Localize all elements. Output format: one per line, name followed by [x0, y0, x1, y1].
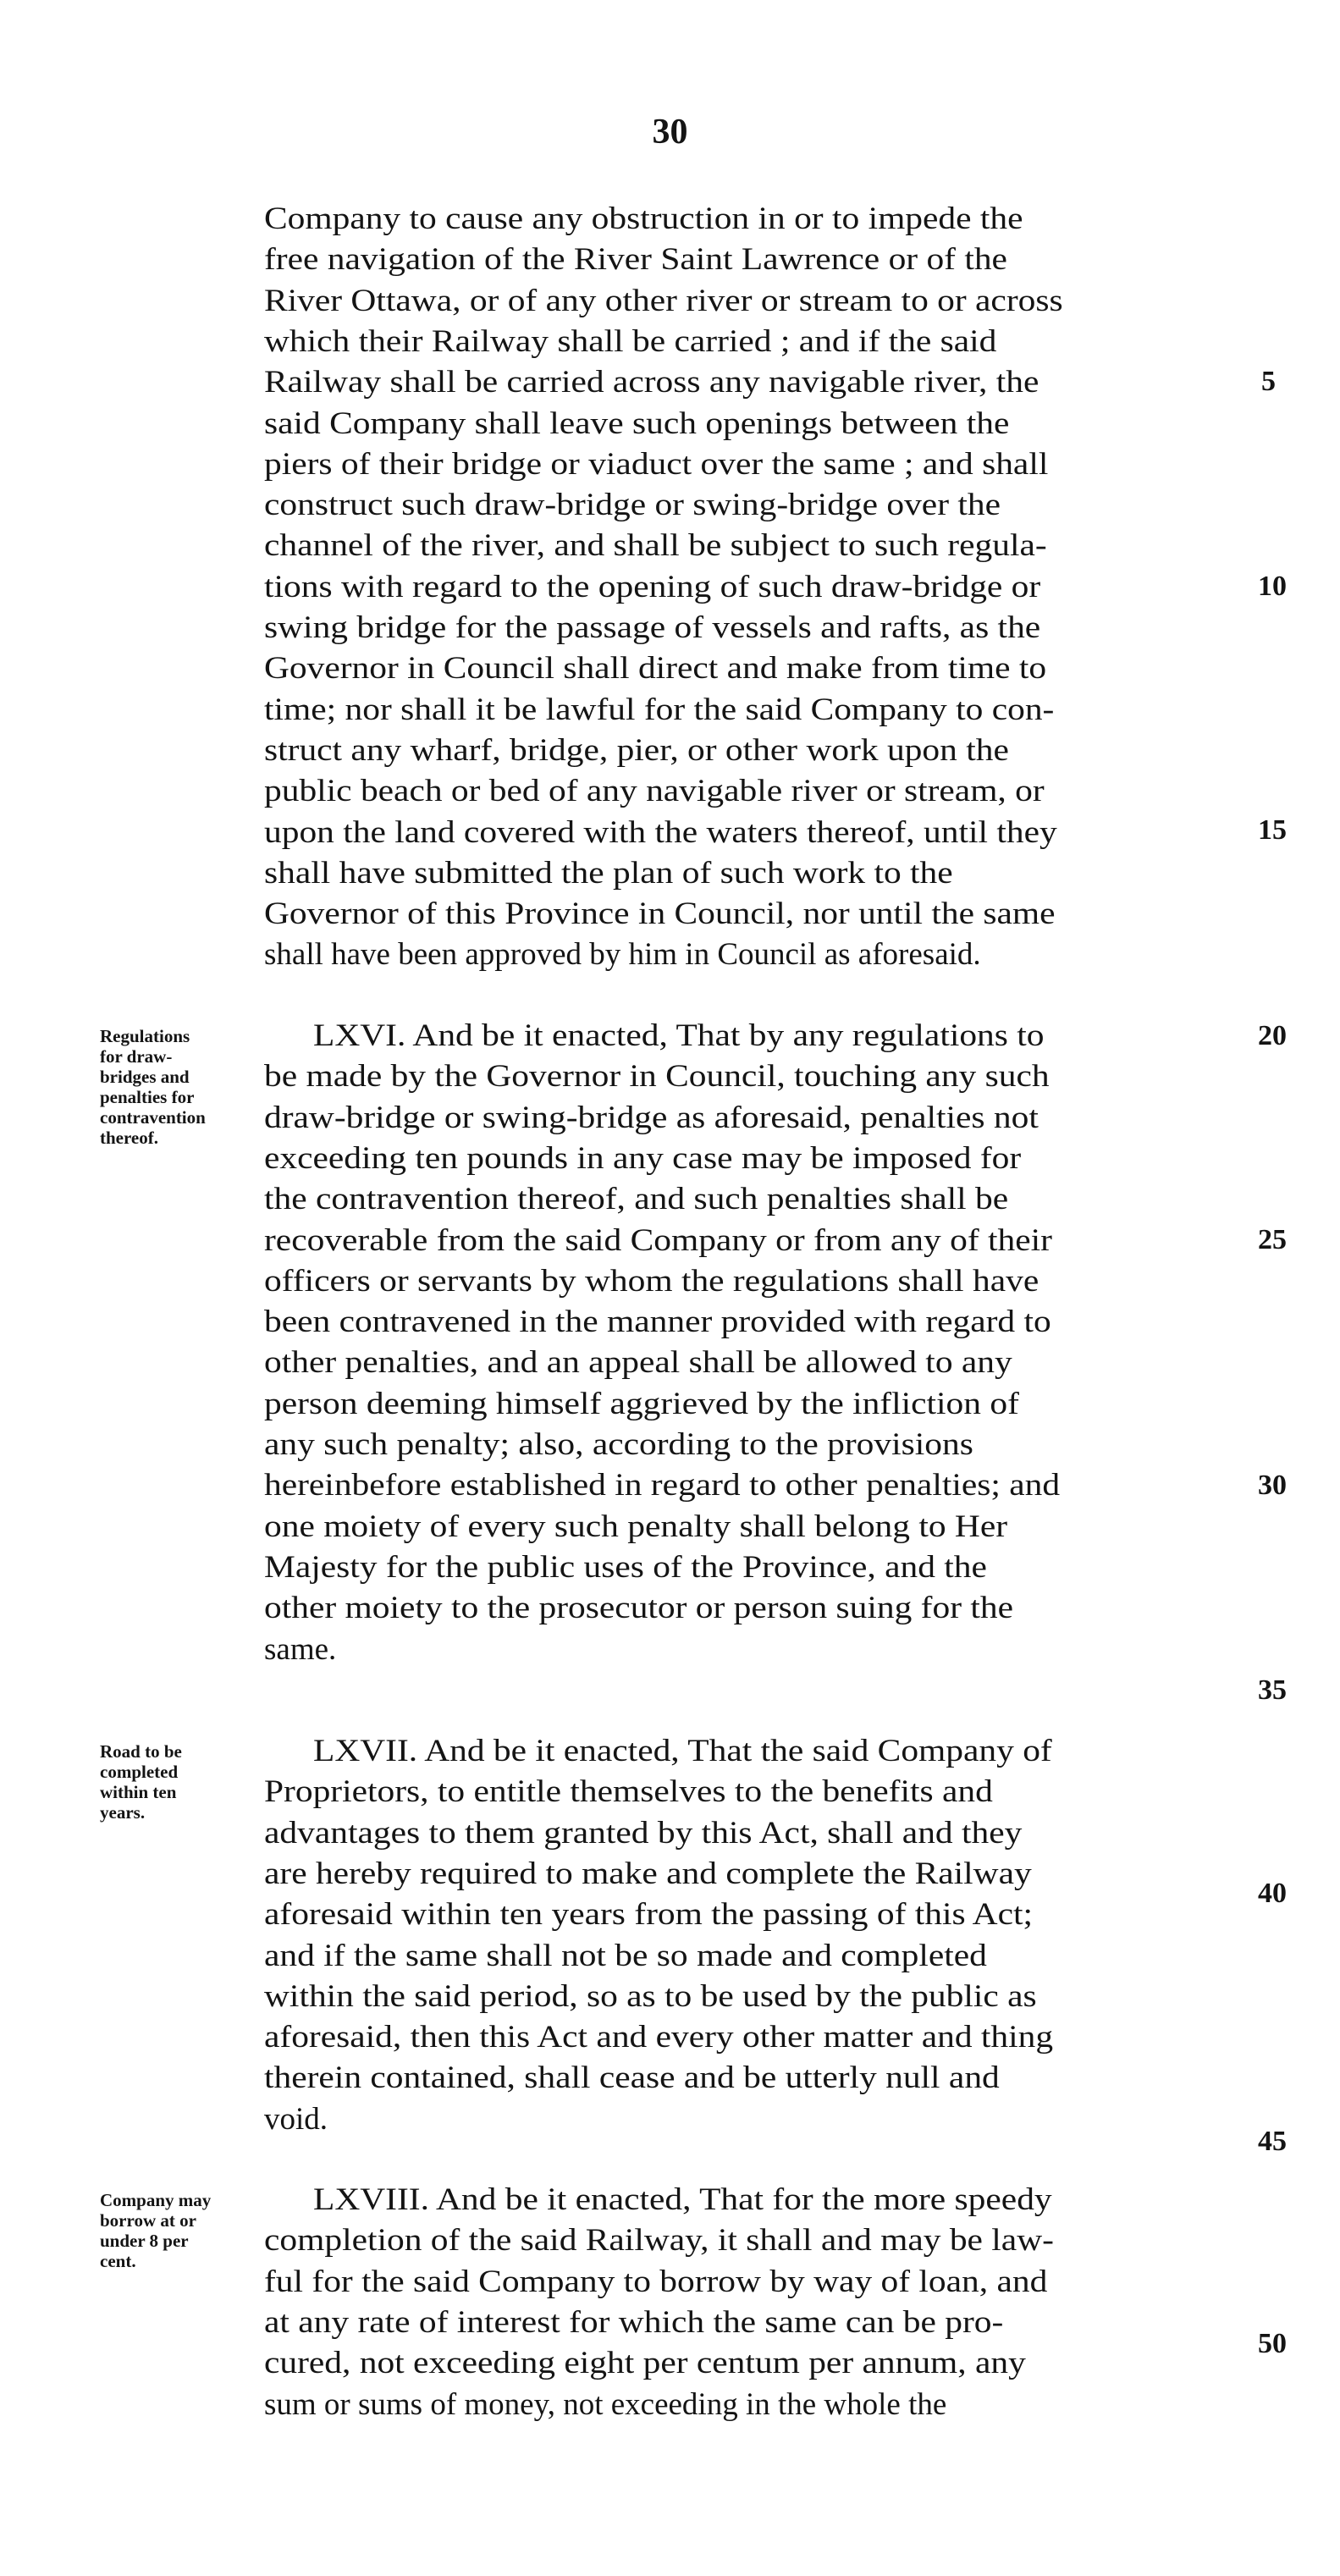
text-line: officers or servants by whom the regulations shall have: [264, 1263, 1039, 1299]
line-number: 25: [1258, 1224, 1287, 1255]
text-line: River Ottawa, or of any other river or stream to or across: [264, 283, 1063, 318]
text-line: shall have submitted the plan of such work to the: [264, 855, 953, 891]
margin-note-line: contravention: [100, 1107, 206, 1128]
text-line: aforesaid within ten years from the passing of this Act;: [264, 1897, 1034, 1933]
margin-note-line: borrow at or: [100, 2210, 196, 2231]
text-line: be made by the Governor in Council, touching any such: [264, 1059, 1050, 1095]
text-line: one moiety of every such penalty shall belong to Her: [264, 1509, 1008, 1544]
line-number: 50: [1258, 2328, 1287, 2359]
text-line: and if the same shall not be so made and completed: [264, 1938, 987, 1973]
margin-note: [100, 2190, 269, 2271]
line-number: 45: [1258, 2126, 1287, 2157]
line-number: 40: [1258, 1878, 1287, 1909]
text-line: advantages to them granted by this Act, shall and they: [264, 1815, 1023, 1851]
line-number: 15: [1258, 814, 1287, 846]
margin-note-line: Company may: [100, 2190, 212, 2210]
text-line: within the said period, so as to be used by the public as: [264, 1978, 1037, 2014]
margin-note-line: under 8 per: [100, 2231, 189, 2251]
text-line: aforesaid, then this Act and every other matter and thing: [264, 2020, 1054, 2055]
margin-note-line: for draw-: [100, 1046, 173, 1067]
text-line: Railway shall be carried across any navigable river, the: [264, 365, 1039, 400]
margin-note-line: years.: [100, 1802, 146, 1823]
text-line: LXVIII. And be it enacted, That for the more speedy: [313, 2182, 1052, 2217]
text-line: upon the land covered with the waters thereof, until they: [264, 814, 1057, 850]
line-number: 5: [1261, 366, 1276, 397]
text-line: completion of the said Railway, it shall and may be law-: [264, 2223, 1054, 2259]
text-line: the contravention thereof, and such penalties shall be: [264, 1182, 1009, 1217]
text-line: which their Railway shall be carried ; and if the said: [264, 323, 997, 359]
text-line: other moiety to the prosecutor or person suing for the: [264, 1591, 1013, 1626]
line-number: 35: [1258, 1674, 1287, 1706]
page-number: 30: [652, 113, 688, 152]
margin-note-line: Road to be: [100, 1741, 182, 1762]
text-line: construct such draw-bridge or swing-bridge over the: [264, 488, 1001, 523]
text-line: at any rate of interest for which the same can be pro-: [264, 2304, 1004, 2340]
line-number: 10: [1258, 571, 1287, 602]
margin-note-line: Regulations: [100, 1026, 190, 1046]
text-line: ful for the said Company to borrow by way of loan, and: [264, 2264, 1048, 2299]
line-number: 20: [1258, 1020, 1287, 1051]
text-line: exceeding ten pounds in any case may be imposed for: [264, 1140, 1022, 1176]
margin-note: [100, 1026, 269, 1148]
margin-note: [100, 1741, 269, 1823]
text-line: been contravened in the manner provided with regard to: [264, 1305, 1051, 1340]
text-line: any such penalty; also, according to the provisions: [264, 1427, 973, 1462]
margin-note-line: within ten: [100, 1782, 177, 1802]
text-line: Governor of this Province in Council, nor until the same: [264, 896, 1056, 932]
text-line: said Company shall leave such openings between the: [264, 405, 1010, 441]
margin-note-line: penalties for: [100, 1087, 195, 1107]
text-line: void.: [264, 2101, 328, 2137]
text-line: recoverable from the said Company or from any of their: [264, 1222, 1052, 1258]
text-line: are hereby required to make and complete the Railway: [264, 1856, 1032, 1891]
margin-note-line: completed: [100, 1762, 179, 1782]
text-line: Governor in Council shall direct and make from time to: [264, 651, 1047, 687]
text-line: person deeming himself aggrieved by the infliction of: [264, 1386, 1019, 1421]
text-line: Proprietors, to entitle themselves to the benefits and: [264, 1774, 993, 1810]
text-line: LXVII. And be it enacted, That the said Company of: [313, 1734, 1052, 1768]
text-line: draw-bridge or swing-bridge as aforesaid, penalties not: [264, 1100, 1039, 1135]
text-line: tions with regard to the opening of such draw-bridge or: [264, 569, 1041, 604]
text-line: same.: [264, 1631, 337, 1667]
margin-note-line: bridges and: [100, 1067, 190, 1087]
line-number: 30: [1258, 1470, 1287, 1501]
text-line: Company to cause any obstruction in or to impede the: [264, 201, 1023, 236]
text-line: cured, not exceeding eight per centum per annum, any: [264, 2346, 1026, 2381]
text-line: other penalties, and an appeal shall be allowed to any: [264, 1345, 1012, 1381]
text-line: LXVI. And be it enacted, That by any regulations to: [313, 1018, 1045, 1053]
text-line: piers of their bridge or viaduct over the same ; and shall: [264, 446, 1049, 482]
text-line: swing bridge for the passage of vessels and rafts, as the: [264, 610, 1041, 645]
text-line: hereinbefore established in regard to other penalties; and: [264, 1468, 1061, 1503]
margin-note-line: thereof.: [100, 1128, 158, 1148]
text-line: free navigation of the River Saint Lawrence or of the: [264, 242, 1007, 278]
text-line: Majesty for the public uses of the Province, and the: [264, 1549, 987, 1585]
text-line: therein contained, shall cease and be utterly null and: [264, 2060, 1000, 2096]
text-line: struct any wharf, bridge, pier, or other work upon the: [264, 732, 1009, 768]
text-line: channel of the river, and shall be subject to such regula-: [264, 528, 1047, 564]
text-line: public beach or bed of any navigable river or stream, or: [264, 774, 1045, 809]
text-line: sum or sums of money, not exceeding in the whole the: [264, 2386, 947, 2422]
margin-note-line: cent.: [100, 2251, 136, 2271]
text-line: shall have been approved by him in Council as aforesaid.: [264, 937, 981, 973]
text-line: time; nor shall it be lawful for the said Company to con-: [264, 692, 1055, 727]
